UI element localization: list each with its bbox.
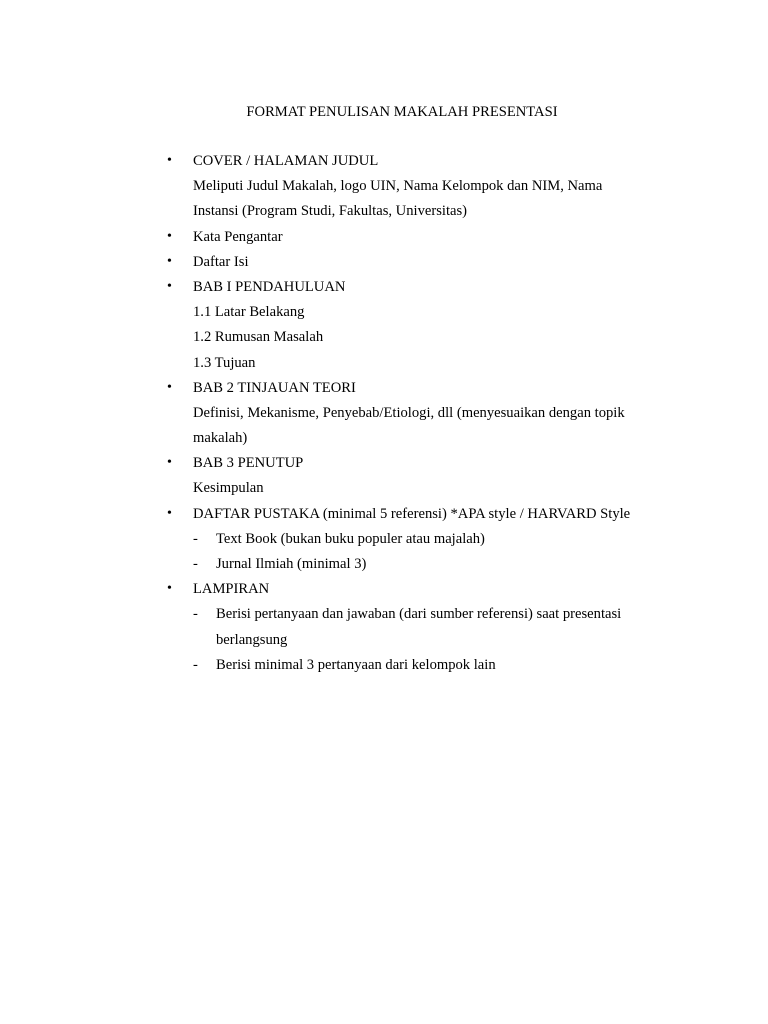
list-item-bab2 bbox=[0, 378, 768, 403]
list-item-continuation bbox=[0, 176, 768, 201]
list-item-daftar-pustaka bbox=[0, 504, 768, 529]
sub-list-item bbox=[0, 604, 768, 629]
daftar-pustaka-heading: DAFTAR PUSTAKA (minimal 5 referensi) *APA style / HARVARD Style bbox=[193, 505, 631, 522]
bullet-icon: • bbox=[167, 153, 172, 168]
list-item-bab1 bbox=[0, 277, 768, 302]
bullet-icon: • bbox=[167, 505, 172, 521]
dash-marker: - bbox=[193, 606, 198, 623]
bab2-description-line-2: makalah) bbox=[193, 430, 248, 447]
kata-pengantar-heading: Kata Pengantar bbox=[193, 228, 283, 245]
daftar-isi-heading: Daftar Isi bbox=[193, 253, 249, 270]
list-item-cover bbox=[0, 151, 768, 176]
document-body bbox=[0, 151, 768, 680]
lampiran-heading: LAMPIRAN bbox=[193, 581, 270, 598]
list-item-bab3 bbox=[0, 453, 768, 478]
list-item-continuation bbox=[0, 201, 768, 226]
sub-list-item bbox=[0, 529, 768, 554]
bullet-icon: • bbox=[167, 253, 172, 269]
bullet-icon: • bbox=[167, 581, 172, 597]
bullet-icon: • bbox=[167, 228, 172, 244]
cover-description-line-1: Meliputi Judul Makalah, logo UIN, Nama Kelompok dan NIM, Nama bbox=[193, 178, 603, 195]
daftar-pustaka-item-1: Text Book (bukan buku populer atau majalah) bbox=[216, 530, 485, 547]
list-item-continuation bbox=[0, 302, 768, 327]
list-item-daftar-isi bbox=[0, 252, 768, 277]
sub-list-item bbox=[0, 554, 768, 579]
daftar-pustaka-item-2: Jurnal Ilmiah (minimal 3) bbox=[216, 556, 367, 572]
document-title: FORMAT PENULISAN MAKALAH PRESENTASI bbox=[246, 104, 558, 120]
dash-marker: - bbox=[193, 556, 198, 572]
sub-list-item bbox=[0, 655, 768, 680]
lampiran-item-1-line-2: berlangsung bbox=[216, 631, 288, 648]
dash-marker: - bbox=[193, 530, 198, 547]
bullet-icon: • bbox=[167, 379, 172, 395]
bab2-description-line-1: Definisi, Mekanisme, Penyebab/Etiologi, dll (menyesuaikan dengan topik bbox=[193, 404, 625, 421]
list-item-continuation bbox=[0, 403, 768, 428]
bab3-description: Kesimpulan bbox=[193, 480, 264, 497]
list-item-continuation bbox=[0, 478, 768, 503]
list-item-kata-pengantar bbox=[0, 227, 768, 252]
bab3-heading: BAB 3 PENUTUP bbox=[193, 455, 304, 472]
bab1-subitem-3: 1.3 Tujuan bbox=[193, 354, 256, 371]
lampiran-item-1-line-1: Berisi pertanyaan dan jawaban (dari sumber referensi) saat presentasi bbox=[216, 606, 622, 623]
list-item-lampiran bbox=[0, 579, 768, 604]
list-item-continuation bbox=[0, 353, 768, 378]
bab1-subitem-2: 1.2 Rumusan Masalah bbox=[193, 329, 324, 346]
bab1-subitem-1: 1.1 Latar Belakang bbox=[193, 304, 305, 321]
bab2-heading: BAB 2 TINJAUAN TEORI bbox=[193, 379, 356, 396]
list-item-continuation bbox=[0, 327, 768, 352]
cover-heading: COVER / HALAMAN JUDUL bbox=[193, 153, 379, 169]
bullet-icon: • bbox=[167, 278, 172, 294]
list-item-continuation bbox=[0, 428, 768, 453]
sub-list-item-continuation bbox=[0, 630, 768, 655]
bab1-heading: BAB I PENDAHULUAN bbox=[193, 278, 346, 295]
cover-description-line-2: Instansi (Program Studi, Fakultas, Universitas) bbox=[193, 203, 468, 220]
bullet-icon: • bbox=[167, 455, 172, 471]
lampiran-item-2: Berisi minimal 3 pertanyaan dari kelompok lain bbox=[216, 656, 496, 673]
dash-marker: - bbox=[193, 656, 198, 673]
